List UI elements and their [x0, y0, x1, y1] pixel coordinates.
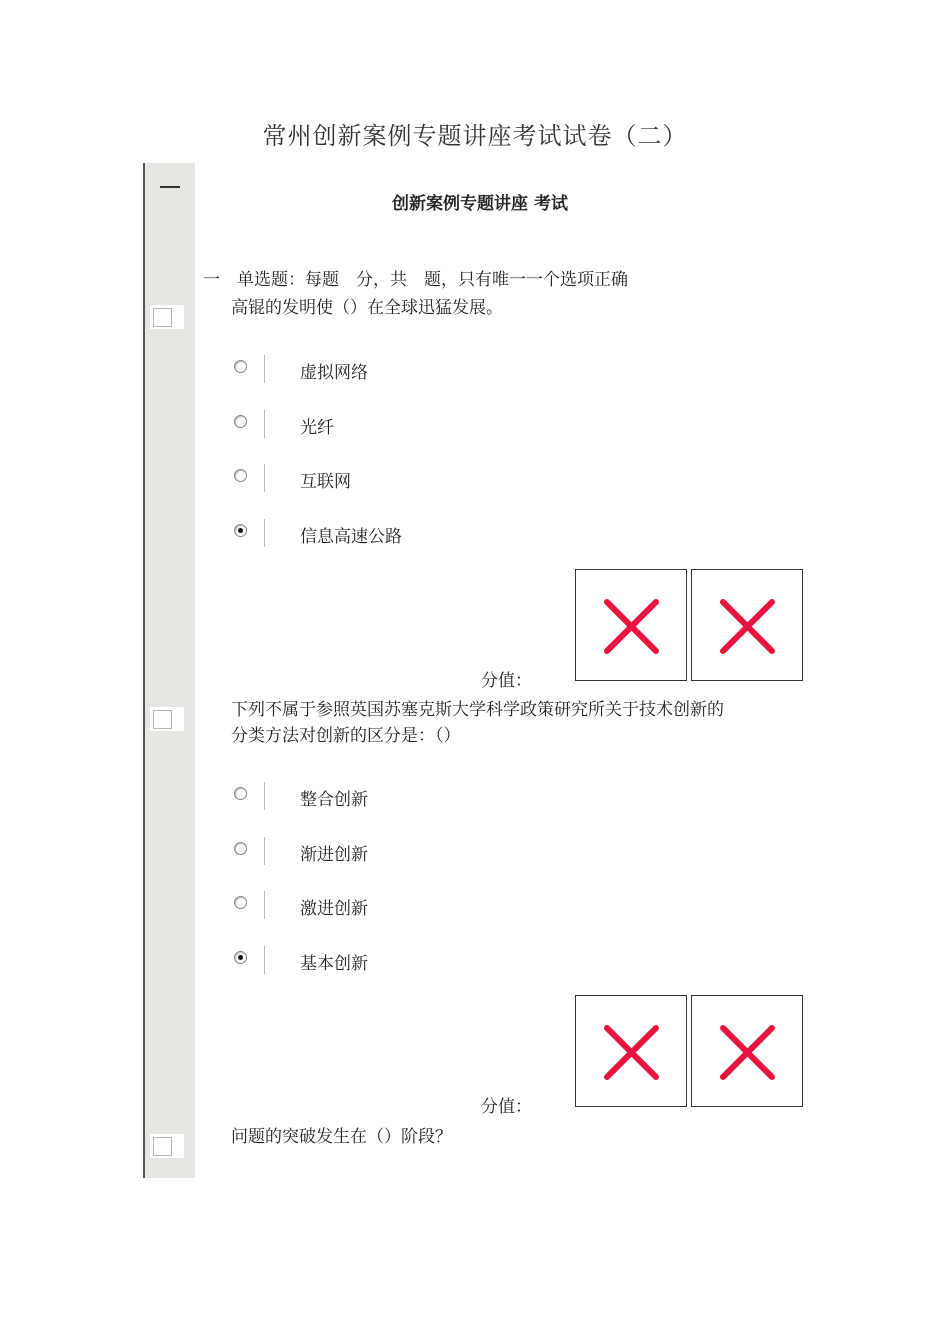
collapse-dash-icon[interactable] [160, 186, 180, 188]
question-2-line-1: 下列不属于参照英国苏塞克斯大学科学政策研究所关于技术创新的 [231, 700, 724, 720]
option-label: 基本创新 [300, 954, 368, 974]
section-heading: 一 单选题：每题 分，共 题，只有唯一一个选项正确 [203, 270, 628, 290]
exam-title: 创新案例专题讲座 考试 [392, 194, 568, 214]
radio-button-selected[interactable] [231, 519, 265, 547]
question-3-flag-checkbox[interactable] [150, 1134, 184, 1158]
question-2-text [231, 697, 724, 749]
wrong-mark-icon [691, 995, 803, 1107]
option-label: 整合创新 [300, 790, 368, 810]
option-label: 激进创新 [300, 899, 368, 919]
radio-button[interactable] [231, 837, 265, 865]
option-label: 信息高速公路 [300, 527, 402, 547]
radio-button-selected[interactable] [231, 946, 265, 974]
wrong-mark-icon [691, 569, 803, 681]
question-3-text: 问题的突破发生在（）阶段？ [231, 1127, 452, 1147]
wrong-mark-icon [575, 995, 687, 1107]
question-2-flag-checkbox[interactable] [150, 707, 184, 731]
score-label: 分值： [481, 671, 532, 691]
score-label: 分值： [481, 1097, 532, 1117]
option-label: 渐进创新 [300, 845, 368, 865]
option-label: 互联网 [300, 472, 351, 492]
radio-button[interactable] [231, 410, 265, 438]
option-label: 虚拟网络 [300, 363, 368, 383]
option-label: 光纤 [300, 418, 334, 438]
radio-button[interactable] [231, 891, 265, 919]
document-title: 常州创新案例专题讲座考试试卷（二） [262, 122, 688, 150]
radio-button[interactable] [231, 355, 265, 383]
radio-button[interactable] [231, 464, 265, 492]
radio-button[interactable] [231, 782, 265, 810]
question-1-text: 高锟的发明使（）在全球迅猛发展。 [231, 298, 503, 318]
question-2-line-2: 分类方法对创新的区分是：（） [231, 726, 461, 746]
question-1-flag-checkbox[interactable] [150, 305, 184, 329]
wrong-mark-icon [575, 569, 687, 681]
